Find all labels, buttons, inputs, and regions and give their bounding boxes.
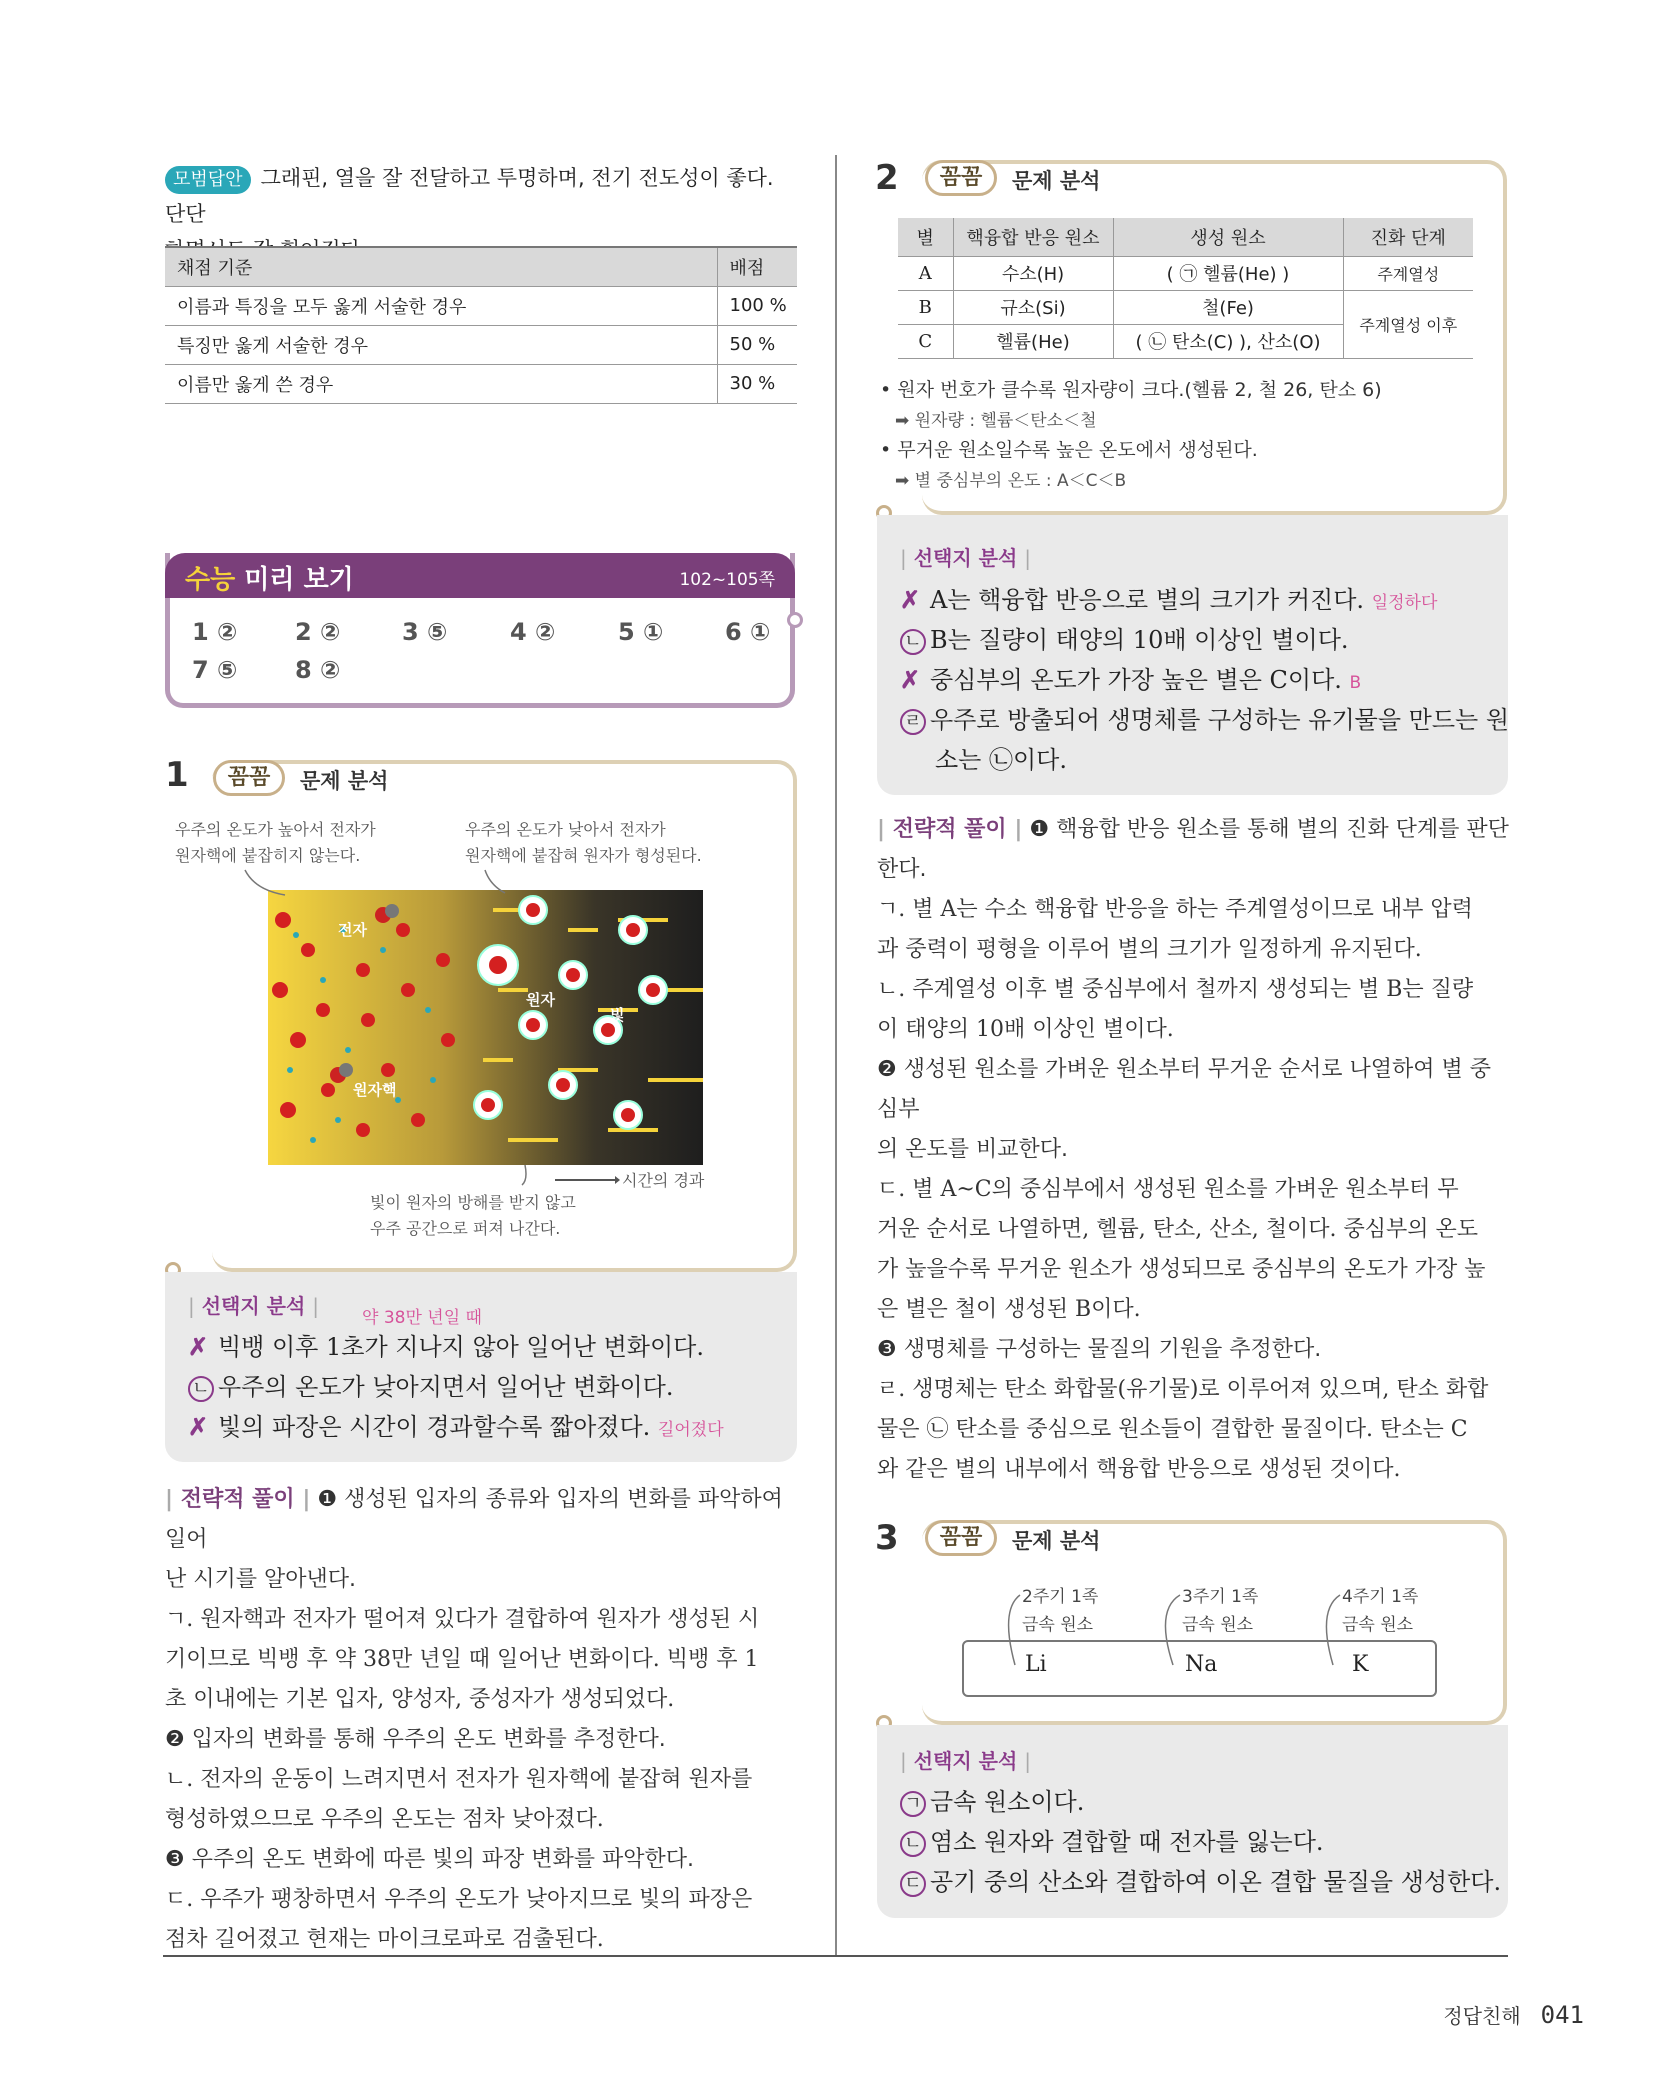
element-symbol: K [1352,1652,1369,1677]
table-row [898,290,1473,324]
choice-line: ㄴ 염소 원자와 결합할 때 전자를 잃는다. [900,1822,1324,1857]
choice-line: ✗ 빅뱅 이후 1초가 지나지 않아 일어난 변화이다. [188,1332,704,1361]
group-period: 2주기 1족 [1022,1587,1099,1607]
choice-line: ㄱ 금속 원소이다. [900,1782,1084,1817]
label-atom: 원자 [526,991,555,1009]
element-table [898,218,1473,359]
table-cell: ( ㉡ 탄소(C) ), 산소(O) [1113,324,1343,358]
section-label: 문제 분석 [300,769,389,793]
choice-line: ㄴ 우주의 온도가 낮아지면서 일어난 변화이다. [188,1367,673,1402]
universe-illustration [268,890,703,1165]
element-symbol: Li [1025,1652,1047,1677]
time-label: 시간의 경과 [622,1171,705,1190]
choice-title: | 선택지 분석 | [188,1294,320,1318]
model-answer-badge: 모범답안 [165,166,251,194]
choice-line: ✗ 중심부의 온도가 가장 높은 별은 C이다. B [900,665,1362,694]
group-kind: 금속 원소 [1022,1615,1094,1635]
group-period: 3주기 1족 [1182,1587,1259,1607]
table-row [165,286,797,325]
table-row [165,364,797,403]
score-header-criteria: 채점 기준 [165,247,717,286]
element-symbol: Na [1185,1652,1218,1677]
caption-top-left: 우주의 온도가 높아서 전자가 원자핵에 붙잡히지 않는다. [175,820,376,865]
answer-item: 7 ⑤ [192,656,238,684]
score-header-points: 배점 [717,247,797,286]
label-nucleus: 원자핵 [353,1081,397,1099]
label-light: 빛 [610,1006,625,1024]
note-heavy-elements: • 무거운 원소일수록 높은 온도에서 생성된다. [880,439,1258,461]
choice-note: 약 38만 년일 때 [362,1308,482,1328]
answer-item: 3 ⑤ [402,618,448,646]
choice-line: ㄹ 우주로 방출되어 생명체를 구성하는 유기물을 만드는 원 [900,700,1509,735]
table-cell: 수소(H) [953,256,1113,290]
question-number: 2 [875,158,899,198]
page-number: 041 [1540,2001,1584,2029]
score-table [165,246,797,404]
table-cell: 주계열성 이후 [1343,290,1473,358]
column-divider [835,155,837,1955]
answer-item: 8 ② [295,656,341,684]
group-kind: 금속 원소 [1342,1615,1414,1635]
preview-dot [787,612,803,628]
score-cell: 30 % [717,364,797,403]
choice-line: ✗ 빛의 파장은 시간이 경과할수록 짧아졌다. 길어졌다 [188,1412,724,1441]
table-cell: 철(Fe) [1113,290,1343,324]
caption-top-right: 우주의 온도가 낮아서 전자가 원자핵에 붙잡혀 원자가 형성된다. [465,820,702,865]
time-arrow [520,1165,620,1190]
footer-label: 정답친해 [1443,2004,1521,2028]
table-row [165,325,797,364]
caption-bottom: 빛이 원자의 방해를 받지 않고 우주 공간으로 퍼져 나간다. [370,1193,576,1238]
q1-strategy: | 전략적 풀이 | ❶ 생성된 입자의 종류와 입자의 변화를 파악하여 일어 난 시기를 알아낸다. ㄱ. 원자핵과 전자가 떨어져 있다가 결합하여 원자가 생성된 시 기이므로 빅뱅 후 약 38만 년일 때 일어난 변화이다. 빅뱅 후 1 초 이내에는 기본 입자, 양성자, 중성자가 생성되었다. ❷ 입자의 변화를 통해 우주의 온도 변화를 추정한다. ㄴ. 전자의 운동이 느려지면서 전자가 원자핵에 붙잡혀 원자를 형성하였으므로 우주의 온도는 점차 낮아졌다. ❸ 우주의 온도 변화에 따른 빛의 파장 변화를 파악한다. ㄷ. 우주가 팽창하면서 우주의 온도가 낮아지므로 빛의 파장은 점차 길어졌고 현재는 마이크로파로 검출된다. [165,1487,783,1952]
question-number: 1 [165,755,189,795]
table-header: 진화 단계 [1343,218,1473,256]
choice-line: ㄴ B는 질량이 태양의 10배 이상인 별이다. [900,620,1349,655]
answer-item: 6 ① [725,618,771,646]
kk-badge: 꼼꼼 [213,760,285,796]
answer-item: 5 ① [618,618,664,646]
preview-title: 수능 미리 보기 [185,565,354,595]
preview-pages: 102~105쪽 [679,570,775,590]
choice-line-continued: 소는 ㉡이다. [935,746,1067,774]
table-cell: C [898,324,953,358]
q2-strategy: | 전략적 풀이 | ❶ 핵융합 반응 원소를 통해 별의 진화 단계를 판단 한다. ㄱ. 별 A는 수소 핵융합 반응을 하는 주계열성이므로 내부 압력 과 중력이 평형을 이루어 별의 크기가 일정하게 유지된다. ㄴ. 주계열성 이후 별 중심부에서 철까지 생성되는 별 B는 질량 이 태양의 10배 이상인 별이다. ❷ 생성된 원소를 가벼운 원소부터 무거운 순서로 나열하여 별 중심부 의 온도를 비교한다. ㄷ. 별 A~C의 중심부에서 생성된 원소를 가벼운 원소부터 무 거운 순서로 나열하면, 헬륨, 탄소, 산소, 철이다. 중심부의 온도 가 높을수록 무거운 원소가 생성되므로 중심부의 온도가 가장 높 은 별은 철이 생성된 B이다. ❸ 생명체를 구성하는 물질의 기원을 추정한다. ㄹ. 생명체는 탄소 화합물(유기물)로 이루어져 있으며, 탄소 화합 물은 ㉡ 탄소를 중심으로 원소들이 결합한 물질이다. 탄소는 C 와 같은 별의 내부에서 핵융합 반응으로 생성된 것이다. [877,817,1509,1482]
label-electron: 전자 [338,921,367,939]
universe-figure [268,890,703,1165]
table-cell: 헬륨(He) [953,324,1113,358]
group-period: 4주기 1족 [1342,1587,1419,1607]
model-answer-line1: 그래핀, 열을 잘 전달하고 투명하며, 전기 전도성이 좋다. 단단 [165,166,774,226]
answer-item: 1 ② [192,618,238,646]
caption-pointer-lines [240,865,560,900]
kk-badge: 꼼꼼 [925,1520,997,1556]
section-label: 문제 분석 [1012,1529,1101,1553]
group-kind: 금속 원소 [1182,1615,1254,1635]
answer-item: 4 ② [510,618,556,646]
choice-title: | 선택지 분석 | [900,1749,1032,1773]
score-cell: 이름만 옳게 쓴 경우 [165,364,717,403]
question-number: 3 [875,1518,899,1558]
bottom-rule [163,1955,1508,1957]
note-atomic-mass: ➡ 원자량 : 헬륨＜탄소＜철 [895,411,1097,431]
score-cell: 특징만 옳게 서술한 경우 [165,325,717,364]
preview-header [165,553,795,598]
score-cell: 이름과 특징을 모두 옳게 서술한 경우 [165,286,717,325]
table-cell: 주계열성 [1343,256,1473,290]
table-header: 핵융합 반응 원소 [953,218,1113,256]
table-cell: 규소(Si) [953,290,1113,324]
choice-title: | 선택지 분석 | [900,546,1032,570]
section-label: 문제 분석 [1012,169,1101,193]
score-cell: 50 % [717,325,797,364]
table-cell: ( ㉠ 헬륨(He) ) [1113,256,1343,290]
choice-line: ㄷ 공기 중의 산소와 결합하여 이온 결합 물질을 생성한다. [900,1862,1501,1897]
table-row [898,256,1473,290]
note-atomic-number: • 원자 번호가 클수록 원자량이 크다.(헬륨 2, 철 26, 탄소 6) [880,379,1382,401]
table-header: 별 [898,218,953,256]
page-footer [1443,2000,1584,2029]
table-header: 생성 원소 [1113,218,1343,256]
choice-line: ✗ A는 핵융합 반응으로 별의 크기가 커진다. 일정하다 [900,585,1438,614]
note-core-temperature: ➡ 별 중심부의 온도 : A＜C＜B [895,471,1127,491]
table-cell: B [898,290,953,324]
kk-badge: 꼼꼼 [925,160,997,196]
answer-item: 2 ② [295,618,341,646]
table-cell: A [898,256,953,290]
score-cell: 100 % [717,286,797,325]
